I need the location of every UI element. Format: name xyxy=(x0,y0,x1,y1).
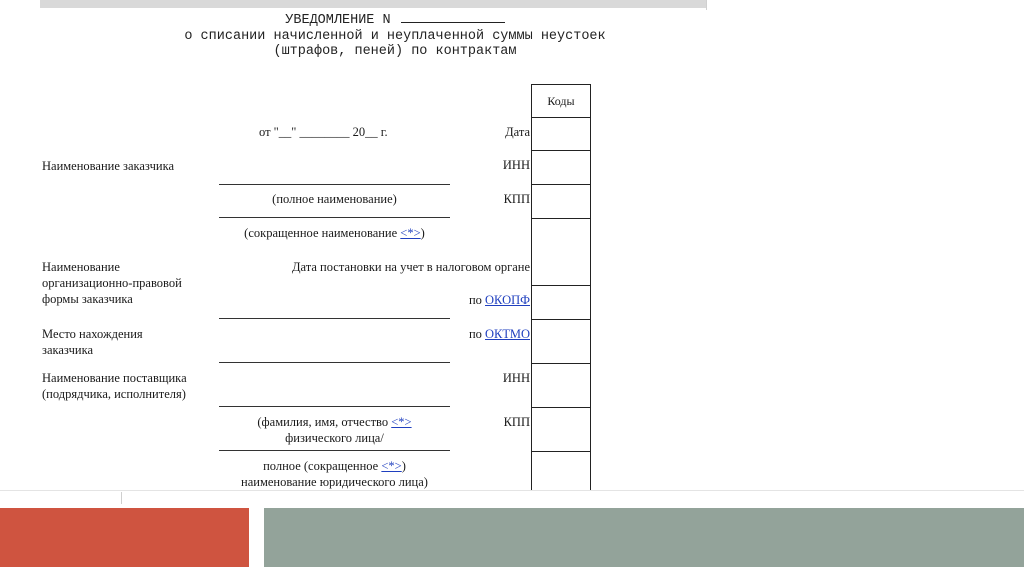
label-customer-name: Наименование заказчика xyxy=(42,159,175,173)
customer-name-field[interactable] xyxy=(219,184,450,185)
footer-tick xyxy=(121,492,122,504)
codes-header: Коды xyxy=(532,85,591,118)
code-cell-kpp-customer[interactable] xyxy=(532,185,591,219)
label-legal-form-3: формы заказчика xyxy=(42,292,133,306)
codes-table xyxy=(531,84,591,490)
code-cell-inn-supplier[interactable] xyxy=(532,364,591,408)
caption-legal-name-2: наименование юридического лица) xyxy=(241,475,428,489)
label-okopf: по ОКОПФ xyxy=(468,293,530,307)
caption-full-name: (полное наименование) xyxy=(272,192,397,206)
customer-short-name-field[interactable] xyxy=(219,217,450,218)
label-supplier-2: (подрядчика, исполнителя) xyxy=(42,387,186,401)
footnote-link[interactable]: <*> xyxy=(381,459,402,473)
notice-subtitle-line1: о списании начисленной и неуплаченной суммы неустоек xyxy=(184,29,606,44)
footer-gray-bar xyxy=(264,508,1024,567)
caption-fio-1: (фамилия, имя, отчество <*> xyxy=(257,415,412,429)
label-supplier-1: Наименование поставщика xyxy=(42,371,187,385)
label-legal-form-1: Наименование xyxy=(42,260,120,274)
code-cell-oktmo[interactable] xyxy=(532,320,591,364)
notice-title: УВЕДОМЛЕНИЕ N xyxy=(0,10,706,28)
label-kpp-supplier: КПП xyxy=(503,415,530,429)
label-kpp-customer: КПП xyxy=(503,192,530,206)
oktmo-link[interactable]: ОКТМО xyxy=(485,327,530,341)
location-field[interactable] xyxy=(219,362,450,363)
date-line: от "__" ________ 20__ г. xyxy=(259,125,388,139)
label-legal-form-2: организационно-правовой xyxy=(42,276,182,290)
label-oktmo: по ОКТМО xyxy=(468,327,530,341)
caption-fio-2: физического лица/ xyxy=(285,431,384,445)
page-top-border xyxy=(40,0,706,8)
label-inn-supplier: ИНН xyxy=(502,371,530,385)
footnote-link[interactable]: <*> xyxy=(391,415,412,429)
okopf-link[interactable]: ОКОПФ xyxy=(485,293,530,307)
caption-legal-name-1: полное (сокращенное <*>) xyxy=(263,459,406,473)
label-location-1: Место нахождения xyxy=(42,327,143,341)
code-cell-extra[interactable] xyxy=(532,452,591,491)
supplier-legal-name-field[interactable] xyxy=(219,450,450,451)
supplier-name-field[interactable] xyxy=(219,406,450,407)
notice-subtitle-line2: (штрафов, пеней) по контрактам xyxy=(273,44,517,59)
code-cell-kpp-supplier[interactable] xyxy=(532,408,591,452)
label-date: Дата xyxy=(505,125,530,139)
footnote-link[interactable]: <*> xyxy=(400,226,421,240)
code-cell-date[interactable] xyxy=(532,118,591,151)
code-cell-tax-registration[interactable] xyxy=(532,219,591,286)
caption-short-name: (сокращенное наименование <*>) xyxy=(244,226,425,240)
notice-number-blank xyxy=(401,10,505,23)
page-edge xyxy=(706,0,707,10)
legal-form-field[interactable] xyxy=(219,318,450,319)
label-tax-registration-date: Дата постановки на учет в налоговом органе xyxy=(292,260,530,274)
code-cell-inn-customer[interactable] xyxy=(532,151,591,185)
label-location-2: заказчика xyxy=(42,343,94,357)
footer-red-bar xyxy=(0,508,249,567)
code-cell-okopf[interactable] xyxy=(532,286,591,320)
label-inn-customer: ИНН xyxy=(502,158,530,172)
footer-divider xyxy=(0,490,1024,491)
